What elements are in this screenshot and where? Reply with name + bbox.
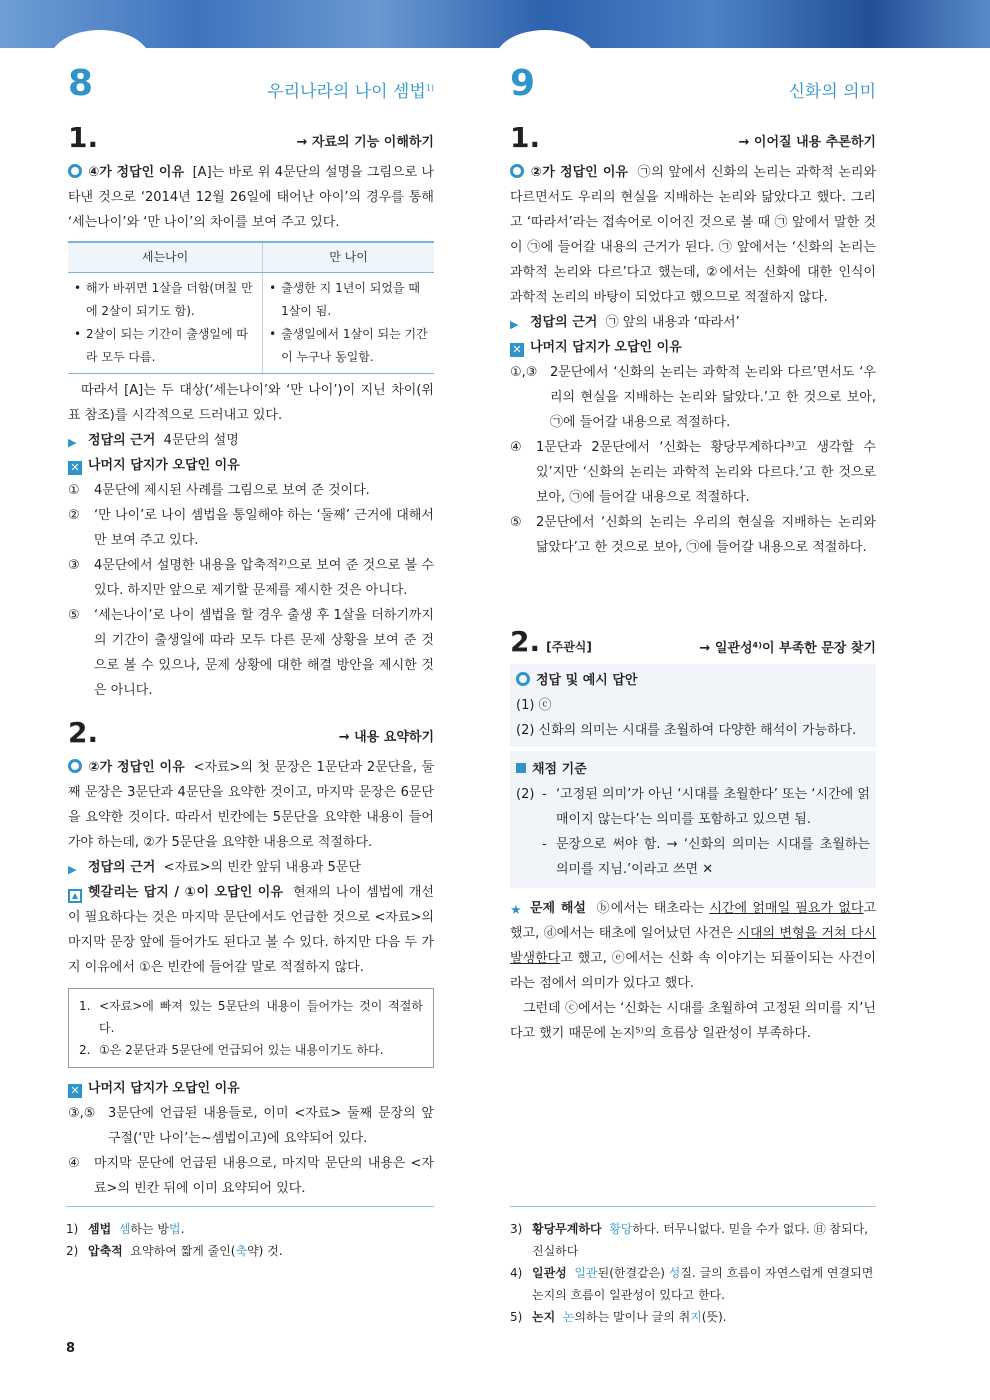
solution-paragraph: ★ 문제 해설 ⓑ에서는 태초라는 시간에 얽매일 필요가 없다고 했고, ⓓ에서는 태초에 일어났던 사건은 시대의 변형을 거쳐 다시 발생한다고 했고, ⓔ에서는 신화 속 이야기는 되풀이되는 사건이라는 점에서 의미가 있다고 했다. — [510, 901, 876, 991]
circle-icon — [516, 672, 530, 686]
question-number: 2. — [510, 625, 541, 658]
question-number: 1. — [68, 121, 99, 154]
question-number: 1. — [510, 121, 541, 154]
section-title: 신화의 의미 — [788, 82, 876, 102]
answer-basis: ▶ 정답의 근거 <자료>의 빈칸 앞뒤 내용과 5문단 — [68, 860, 361, 876]
footnote: 3) 황당무계하다 황당하다. 터무니없다. 믿을 수가 없다. ㊐ 참되다, 진실하다 — [510, 1222, 869, 1258]
list-item: ⑤ ‘세는나이’로 나이 셈법을 할 경우 출생 후 1살을 더하기까지의 기간이 출생일에 따라 모두 다른 문제 상황을 보여 준 것으로 볼 수 있으나, 문제 상황에 대한 해결 방안을 제시한 것은 아니다. — [68, 608, 434, 698]
question-title: → 내용 요약하기 — [338, 730, 434, 745]
answer-reason: ②가 정답인 이유 <자료>의 첫 문장은 1문단과 2문단을, 둘째 문장은 3문단과 4문단을 요약한 것이고, 마지막 문장은 6문단을 요약한 것이다. 따라서 빈칸에는 5문단을 요약한 내용이 들어가야 하는데, ②가 5문단을 요약한 내용으로 적절하다. — [68, 760, 434, 850]
section-header — [68, 58, 434, 104]
section-number: 9 — [510, 63, 536, 104]
list-item: ② ‘만 나이’로 나이 셈법을 통일해야 하는 ‘둘째’ 근거에 대해서만 보여 주고 있다. — [68, 508, 434, 548]
question-title: → 이어질 내용 추론하기 — [738, 135, 876, 150]
triangle-right-icon: ▶ — [510, 318, 519, 331]
square-icon — [516, 763, 526, 773]
section-header — [510, 58, 876, 104]
wrong-answers-list — [68, 478, 434, 703]
triangle-right-icon: ▶ — [68, 436, 77, 449]
x-box-icon: ✕ — [68, 461, 82, 475]
question-header — [510, 114, 876, 154]
section-number: 8 — [68, 63, 94, 104]
answer-reason: ④가 정답인 이유 [A]는 바로 위 4문단의 설명을 그림으로 나타낸 것으로 ‘2014년 12월 26일에 태어난 아이’의 경우를 통해 ‘세는나이’와 ‘만 나이’의 차이를 보여 주고 있다. — [68, 165, 434, 230]
footnote-divider — [510, 1206, 876, 1207]
footnotes-right — [510, 1218, 876, 1328]
wrong-answers-list — [68, 1101, 434, 1201]
answer-box: 정답 및 예시 답안 (1) ⓒ (2) 신화의 의미는 시대를 초월하여 다양한 해석이 가능하다. — [510, 664, 876, 747]
list-item: ④ 마지막 문단에 언급된 내용으로, 마지막 문단의 내용은 <자료>의 빈칸 뒤에 이미 요약되어 있다. — [68, 1156, 434, 1196]
list-item: ⑤ 2문단에서 ‘신화의 논리는 우리의 현실을 지배하는 논리와 닮았다’고 한 것으로 보아, ㉠에 들어갈 내용으로 적절하다. — [510, 515, 876, 555]
list-item: 2. ①은 2문단과 5문단에 언급되어 있는 내용이기도 하다. — [79, 1043, 384, 1057]
circle-icon — [510, 164, 524, 178]
confusing-answer: ▲ 헷갈리는 답지 / ①이 오답인 이유 현재의 나이 셈법에 개선이 필요하다는 것은 마지막 문단에서도 언급한 것으로 <자료>의 마지막 문장 앞에 들어가도 된다고 볼 수 있다. 하지만 다음 두 가지 이유에서 ①은 빈칸에 들어갈 말로 적절하지 않다. — [68, 885, 434, 975]
star-icon: ★ — [510, 903, 522, 918]
footnotes-left — [66, 1218, 434, 1262]
x-box-icon: ✕ — [510, 343, 524, 357]
question-number: 2. — [68, 716, 99, 749]
wrong-answers-label: ✕ 나머지 답지가 오답인 이유 — [68, 453, 434, 478]
table-cell: • 출생한 지 1년이 되었을 때 1살이 됨. • 출생일에서 1살이 되는 기간이 누구나 동일함. — [263, 273, 434, 374]
question-header — [510, 620, 876, 660]
section-title: 우리나라의 나이 셈법$^{1)}$ — [267, 82, 434, 102]
footnote: 2) 압축적 요약하여 짧게 줄인(축약) 것. — [66, 1244, 283, 1258]
warning-triangle-icon: ▲ — [68, 889, 82, 903]
triangle-right-icon: ▶ — [68, 863, 77, 876]
wrong-answers-label: ✕ 나머지 답지가 오답인 이유 — [510, 335, 876, 360]
question-header — [68, 709, 434, 749]
table-cell: • 해가 바뀌면 1살을 더함(며칠 만에 2살이 되기도 함). • 2살이 되는 기간이 출생일에 따라 모두 다름. — [68, 273, 263, 374]
list-item: ③ 4문단에서 설명한 내용을 압축적²⁾으로 보여 준 것으로 볼 수 있다. 하지만 앞으로 제기할 문제를 제시한 것은 아니다. — [68, 558, 434, 598]
page-number: 8 — [66, 1341, 76, 1356]
header-banner — [0, 0, 990, 48]
question-title: → 자료의 기능 이해하기 — [296, 135, 434, 150]
answer-reason: ②가 정답인 이유 ㉠의 앞에서 신화의 논리는 과학적 논리와 다르면서도 우리의 현실을 지배하는 논리와 닮았다고 했다. 그리고 ‘따라서’라는 접속어로 이어진 것으로 볼 때 ㉠ 앞에서 말한 것이 ㉠에 들어갈 내용의 근거가 된다. ㉠ 앞에서는 ‘신화의 논리는 과학적 논리와 다르’다고 했는데, ②에서는 신화에 대한 인식이 과학적 논리의 바탕이 되었다고 했으므로 적절하지 않다. — [510, 165, 876, 305]
left-column — [68, 58, 434, 1201]
answer-line: (2) 신화의 의미는 시대를 초월하여 다양한 해석이 가능하다. — [516, 723, 857, 738]
right-column — [510, 58, 876, 1046]
list-item: ④ 1문단과 2문단에서 ‘신화는 황당무계하다³⁾고 생각할 수 있’지만 ‘신화의 논리는 과학적 논리와 다르다.’고 한 것으로 보아, ㉠에 들어갈 내용으로 적절하다. — [510, 440, 876, 505]
footnote: 1) 셈법 셈하는 방법. — [66, 1222, 185, 1236]
list-item: - ‘고정된 의미’가 아닌 ‘시대를 초월한다’ 또는 ‘시간에 얽매이지 않는다’는 의미를 포함하고 있으면 됨. — [542, 787, 870, 827]
circle-icon — [68, 164, 82, 178]
footnote: 5) 논지 논의하는 말이나 글의 취지(뜻). — [510, 1310, 727, 1324]
question-header — [68, 114, 434, 154]
list-item: ①,③ 2문단에서 ‘신화의 논리는 과학적 논리와 다르’면서도 ‘우리의 현실을 지배하는 논리와 닮았다.’고 한 것으로 보아, ㉠에 들어갈 내용으로 적절하다. — [510, 365, 876, 430]
list-item: ③,⑤ 3문단에 언급된 내용들로, 이미 <자료> 둘째 문장의 앞 구절(‘만 나이’는~셈법이고)에 요약되어 있다. — [68, 1106, 434, 1146]
table-header: 세는나이 — [68, 242, 263, 273]
circle-icon — [68, 759, 82, 773]
solution-paragraph: 그런데 ⓒ에서는 ‘신화는 시대를 초월하여 고정된 의미를 지’닌다고 했기 때문에 논지⁵⁾의 흐름상 일관성이 부족하다. — [510, 1001, 876, 1041]
question-tag: [주관식] — [546, 640, 592, 654]
wrong-answers-list — [510, 360, 876, 560]
wrong-answers-label: ✕ 나머지 답지가 오답인 이유 — [68, 1076, 434, 1101]
question-title: → 일관성⁴⁾이 부족한 문장 찾기 — [699, 641, 876, 656]
list-item: - 문장으로 써야 함. → ‘신화의 의미는 시대를 초월하는 의미를 지님.’이라고 쓰면 ✕ — [542, 837, 870, 877]
paragraph: 따라서 [A]는 두 대상(‘세는나이’와 ‘만 나이’)이 지닌 차이(위 표 참조)를 시각적으로 드러내고 있다. — [68, 383, 434, 423]
list-item: 1. <자료>에 빠져 있는 5문단의 내용이 들어가는 것이 적절하다. — [79, 999, 423, 1035]
reason-box — [68, 988, 434, 1068]
x-box-icon: ✕ — [68, 1084, 82, 1098]
list-item: ① 4문단에 제시된 사례를 그림으로 보여 준 것이다. — [68, 483, 370, 498]
comparison-table — [68, 241, 434, 374]
answer-line: (1) ⓒ — [516, 698, 552, 713]
answer-basis: ▶ 정답의 근거 ㉠ 앞의 내용과 ‘따라서’ — [510, 315, 740, 331]
criteria-box: 채점 기준 (2) - ‘고정된 의미’가 아닌 ‘시대를 초월한다’ 또는 ‘시간에 얽매이지 않는다’는 의미를 포함하고 있으면 됨. - 문장으로 써야 함. → ‘신화의 의미는 시대를 초월하는 의미를 지님.’이라고 쓰면 ✕ — [510, 751, 876, 888]
footnote: 4) 일관성 일관된(한결같은) 성질. 글의 흐름이 자연스럽게 연결되면 논지의 흐름이 일관성이 있다고 한다. — [510, 1266, 874, 1302]
answer-basis: ▶ 정답의 근거 4문단의 설명 — [68, 433, 239, 449]
table-header: 만 나이 — [263, 242, 434, 273]
footnote-divider — [66, 1206, 434, 1207]
